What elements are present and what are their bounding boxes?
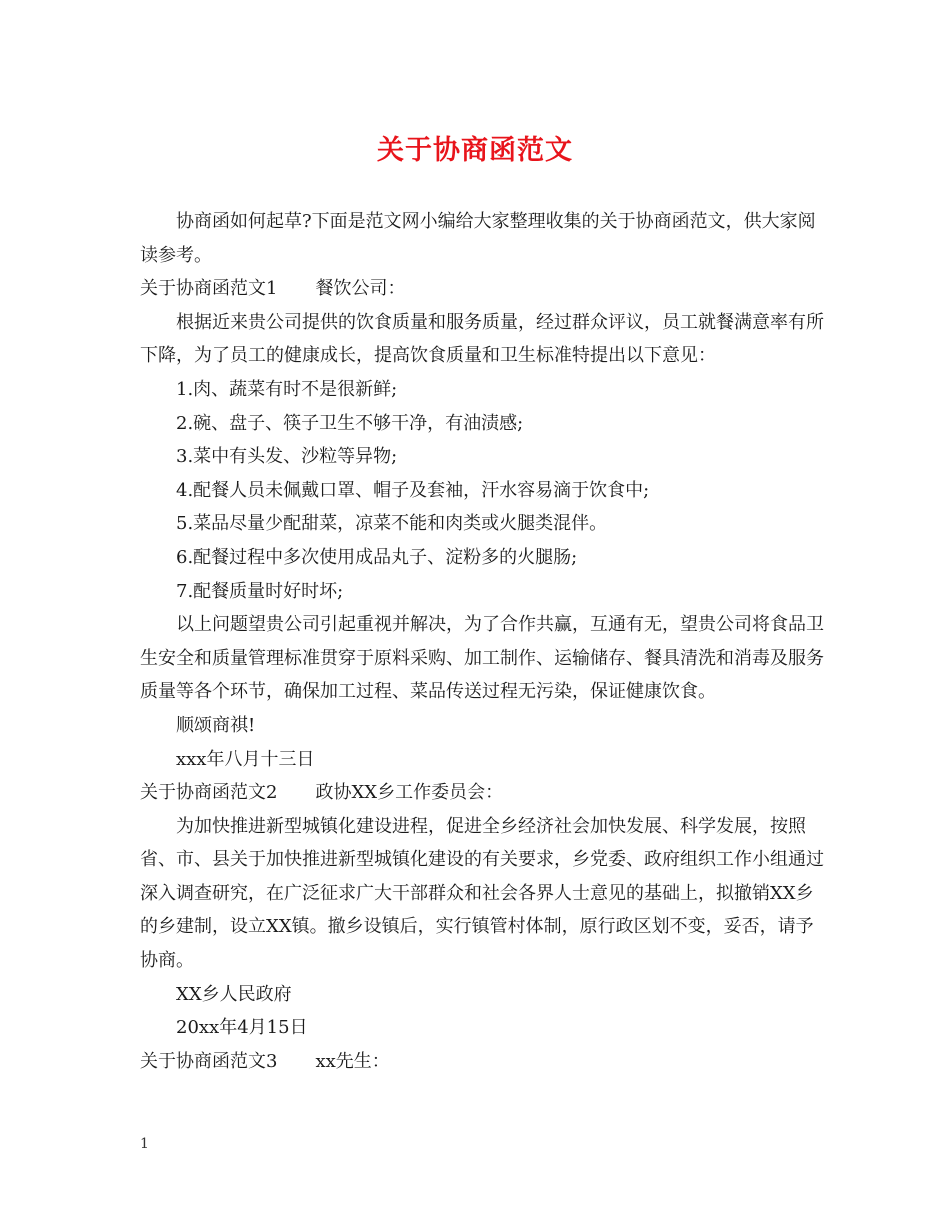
letter1-item-1: 1.肉、蔬菜有时不是很新鲜; <box>176 378 398 400</box>
document-title: 关于协商函范文 <box>377 135 573 166</box>
letter3-heading: 关于协商函范文3 <box>140 1050 278 1072</box>
letter2-heading-line <box>140 776 826 810</box>
letter1-closing: 以上问题望贵公司引起重视并解决，为了合作共赢，互通有无，望贵公司将食品卫生安全和质量管理标准贯穿于原料采购、加工制作、运输储存、餐具清洗和消毒及服务质量等各个环节，确保加工过程、菜品传送过程无污染，保证健康饮食。 <box>140 614 824 703</box>
letter1-item-7: 7.配餐质量时好时坏; <box>176 580 344 602</box>
letter3-addressee: xx先生： <box>315 1050 390 1072</box>
letter2-heading: 关于协商函范文2 <box>140 782 278 804</box>
letter1-item-3: 3.菜中有头发、沙粒等异物; <box>176 446 398 468</box>
letter1-opening: 根据近来贵公司提供的饮食质量和服务质量，经过群众评议，员工就餐满意率有所下降，为了员工的健康成长，提高饮食质量和卫生标准特提出以下意见： <box>140 311 824 367</box>
letter1-item-6: 6.配餐过程中多次使用成品丸子、淀粉多的火腿肠; <box>176 546 578 568</box>
document-body <box>140 205 826 1078</box>
page-number: 1 <box>140 1136 149 1152</box>
letter2-date: 20xx年4月15日 <box>176 1017 308 1039</box>
letter2-addressee: 政协XX乡工作委员会： <box>315 782 504 804</box>
letter2-signature: XX乡人民政府 <box>176 983 292 1005</box>
letter1-item-2: 2.碗、盘子、筷子卫生不够干净，有油渍感; <box>176 412 524 434</box>
letter1-heading: 关于协商函范文1 <box>140 278 278 300</box>
letter1-item-4: 4.配餐人员未佩戴口罩、帽子及套袖，汗水容易滴于饮食中; <box>176 479 650 501</box>
letter1-salutation: 顺颂商祺! <box>176 714 256 736</box>
letter1-addressee: 餐饮公司： <box>315 278 406 300</box>
letter1-date: xxx年八月十三日 <box>176 748 315 770</box>
letter2-body: 为加快推进新型城镇化建设进程，促进全乡经济社会加快发展、科学发展，按照省、市、县关于加快推进新型城镇化建设的有关要求，乡党委、政府组织工作小组通过深入调查研究，在广泛征求广大干部群众和社会各界人士意见的基础上，拟撤销XX乡的乡建制，设立XX镇。撤乡设镇后，实行镇管村体制，原行政区划不变，妥否，请予协商。 <box>140 815 824 972</box>
letter1-heading-line <box>140 272 826 306</box>
letter1-item-5: 5.菜品尽量少配甜菜，凉菜不能和肉类或火腿类混伴。 <box>176 513 608 535</box>
letter3-heading-line <box>140 1045 826 1079</box>
intro-paragraph: 协商函如何起草?下面是范文网小编给大家整理收集的关于协商函范文，供大家阅读参考。 <box>140 211 816 266</box>
